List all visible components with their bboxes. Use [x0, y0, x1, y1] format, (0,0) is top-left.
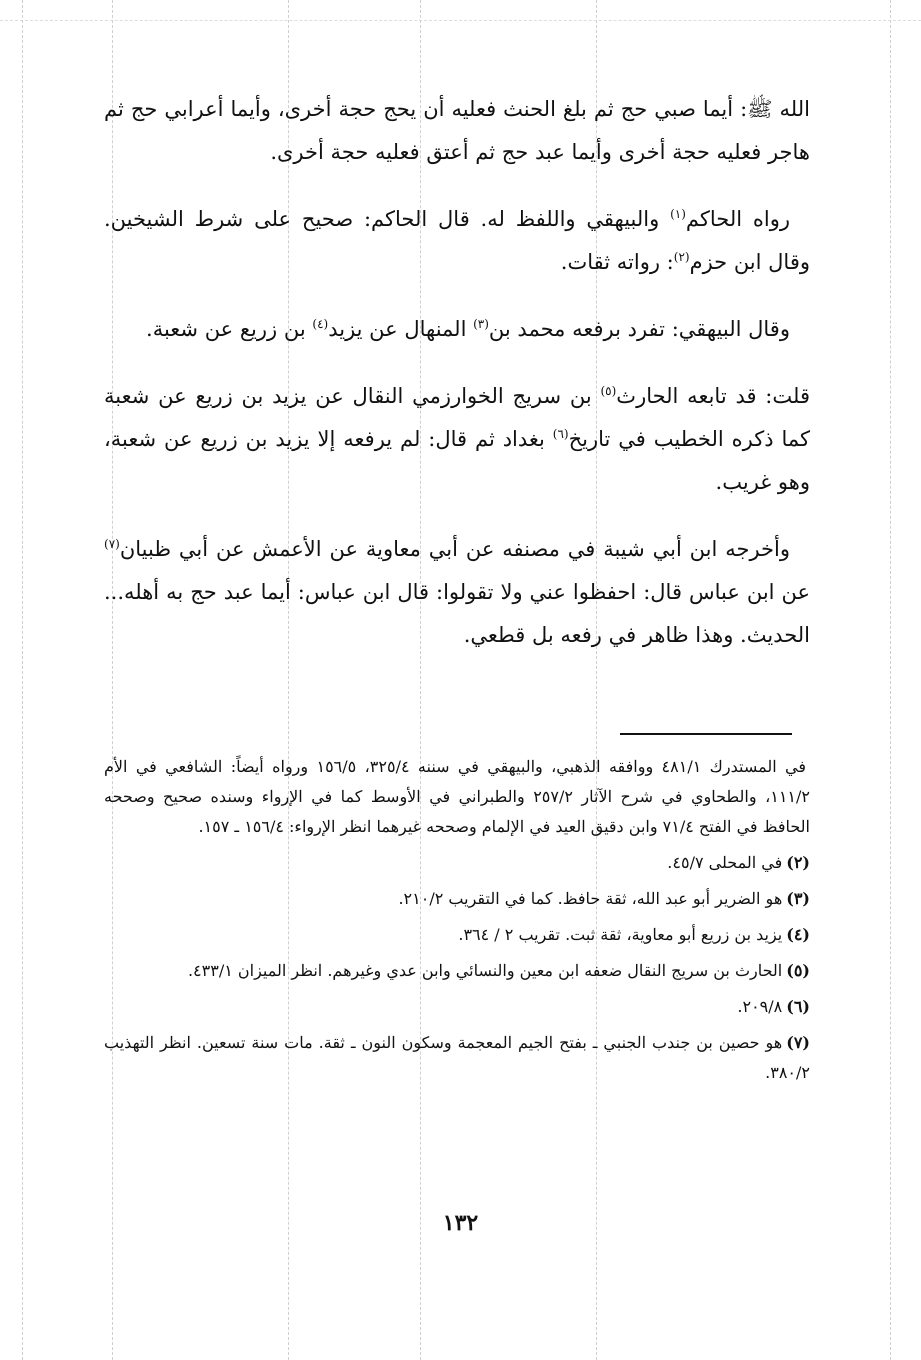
paragraph-text: قلت: قد تابعه الحارث	[616, 384, 810, 408]
paragraph-ibn-abi-shayba	[104, 528, 810, 657]
paragraph-text: بن زريع عن شعبة.	[146, 317, 313, 341]
paragraph-text: المنهال عن يزيد	[328, 317, 474, 341]
footnote-item	[104, 752, 810, 842]
footnote-number: (٢)	[786, 853, 810, 872]
footnote-ref[interactable]: (٥)	[600, 384, 617, 398]
paragraph-text: عن ابن عباس قال: احفظوا عني ولا تقولوا: قال ابن عباس: أيما عبد حج به أهله... الحديث. وهذا ظاهر في رفعه بل قطعي.	[104, 580, 810, 647]
paragraph-text: وأخرجه ابن أبي شيبة في مصنفه عن أبي معاوية عن الأعمش عن أبي ظبيان	[119, 537, 790, 561]
footnote-text: ٢٠٩/٨.	[737, 997, 783, 1016]
page-number: ١٣٢	[442, 1210, 479, 1236]
footnote-ref[interactable]: (٤)	[312, 317, 329, 331]
paragraph-text: : رواته ثقات.	[560, 250, 674, 274]
paragraph-text: بغداد ثم قال: لم يرفعه إلا يزيد بن زريع عن شعبة، وهو غريب.	[104, 427, 810, 494]
footnote-item	[104, 1028, 810, 1088]
footnote-number: (٧)	[786, 1033, 810, 1052]
paragraph-hadith	[104, 88, 810, 174]
footnote-item	[104, 884, 810, 914]
footnote-ref[interactable]: (٣)	[473, 317, 489, 331]
footnote-text: الحارث بن سريج النقال ضعفه ابن معين والنسائي وابن عدي وغيرهم. انظر الميزان ٤٣٣/١.	[187, 961, 783, 980]
footnote-text: هو حصين بن جندب الجنبي ـ بفتح الجيم المعجمة وسكون النون ـ ثقة. مات سنة تسعين. انظر التهذيب ٣٨٠/٢.	[104, 1033, 810, 1082]
footnote-item	[104, 848, 810, 878]
paragraph-qultu	[104, 375, 810, 504]
footnote-text: هو الضرير أبو عبد الله، ثقة حافظ. كما في التقريب ٢١٠/٢.	[398, 889, 783, 908]
paragraph-text: الله ﷺ: أيما صبي حج ثم بلغ الحنث فعليه أن يحج حجة أخرى، وأيما أعرابي حج ثم هاجر فعليه حجة أخرى وأيما عبد حج ثم أعتق فعليه حجة أخرى.	[104, 97, 810, 164]
footnote-item	[104, 920, 810, 950]
paragraph-takhrij	[104, 198, 810, 284]
footnote-item	[104, 956, 810, 986]
paragraph-text: رواه الحاكم	[685, 207, 790, 231]
scan-vertical-line	[890, 0, 891, 1360]
main-text	[104, 88, 810, 681]
footnote-ref[interactable]: (٢)	[673, 250, 690, 264]
footnote-ref[interactable]: (٧)	[104, 537, 120, 551]
footnote-number: (٣)	[786, 889, 810, 908]
footnote-separator	[620, 733, 792, 735]
footnotes	[104, 752, 810, 1094]
paragraph-text: وقال البيهقي: تفرد برفعه محمد بن	[488, 317, 790, 341]
footnote-ref[interactable]: (١)	[670, 207, 686, 221]
footnote-text: يزيد بن زريع أبو معاوية، ثقة ثبت. تقريب ٢ / ٣٦٤.	[458, 925, 783, 944]
footnote-text: في المستدرك ٤٨١/١ ووافقه الذهبي، والبيهقي في سننه ٣٢٥/٤، ١٥٦/٥ ورواه أيضاً: الشافعي في الأم ١١١/٢، والطحاوي في شرح الآثار ٢٥٧/٢ والطبراني في الأوسط كما في الإرواء وسنده صحيح وصححه الحافظ في الفتح ٧١/٤ وابن دقيق العيد في الإلمام وصححه غيرهما انظر الإرواء: ١٥٦/٤ ـ ١٥٧.	[104, 757, 810, 836]
scan-top-line	[0, 20, 921, 21]
paragraph-bayhaqi	[104, 308, 810, 351]
footnote-number: (٤)	[786, 925, 810, 944]
footnote-text: في المحلى ٤٥/٧.	[667, 853, 783, 872]
footnote-number: (٥)	[786, 961, 810, 980]
scan-vertical-line	[22, 0, 23, 1360]
footnote-item	[104, 992, 810, 1022]
footnote-ref[interactable]: (٦)	[552, 427, 569, 441]
paragraph-text: بن سريج الخوارزمي النقال عن يزيد بن زريع عن شعبة كما ذكره الخطيب في تاريخ	[104, 384, 810, 451]
footnote-number: (٦)	[786, 997, 810, 1016]
paragraph-text: والبيهقي واللفظ له. قال الحاكم: صحيح على شرط الشيخين. وقال ابن حزم	[104, 207, 810, 274]
